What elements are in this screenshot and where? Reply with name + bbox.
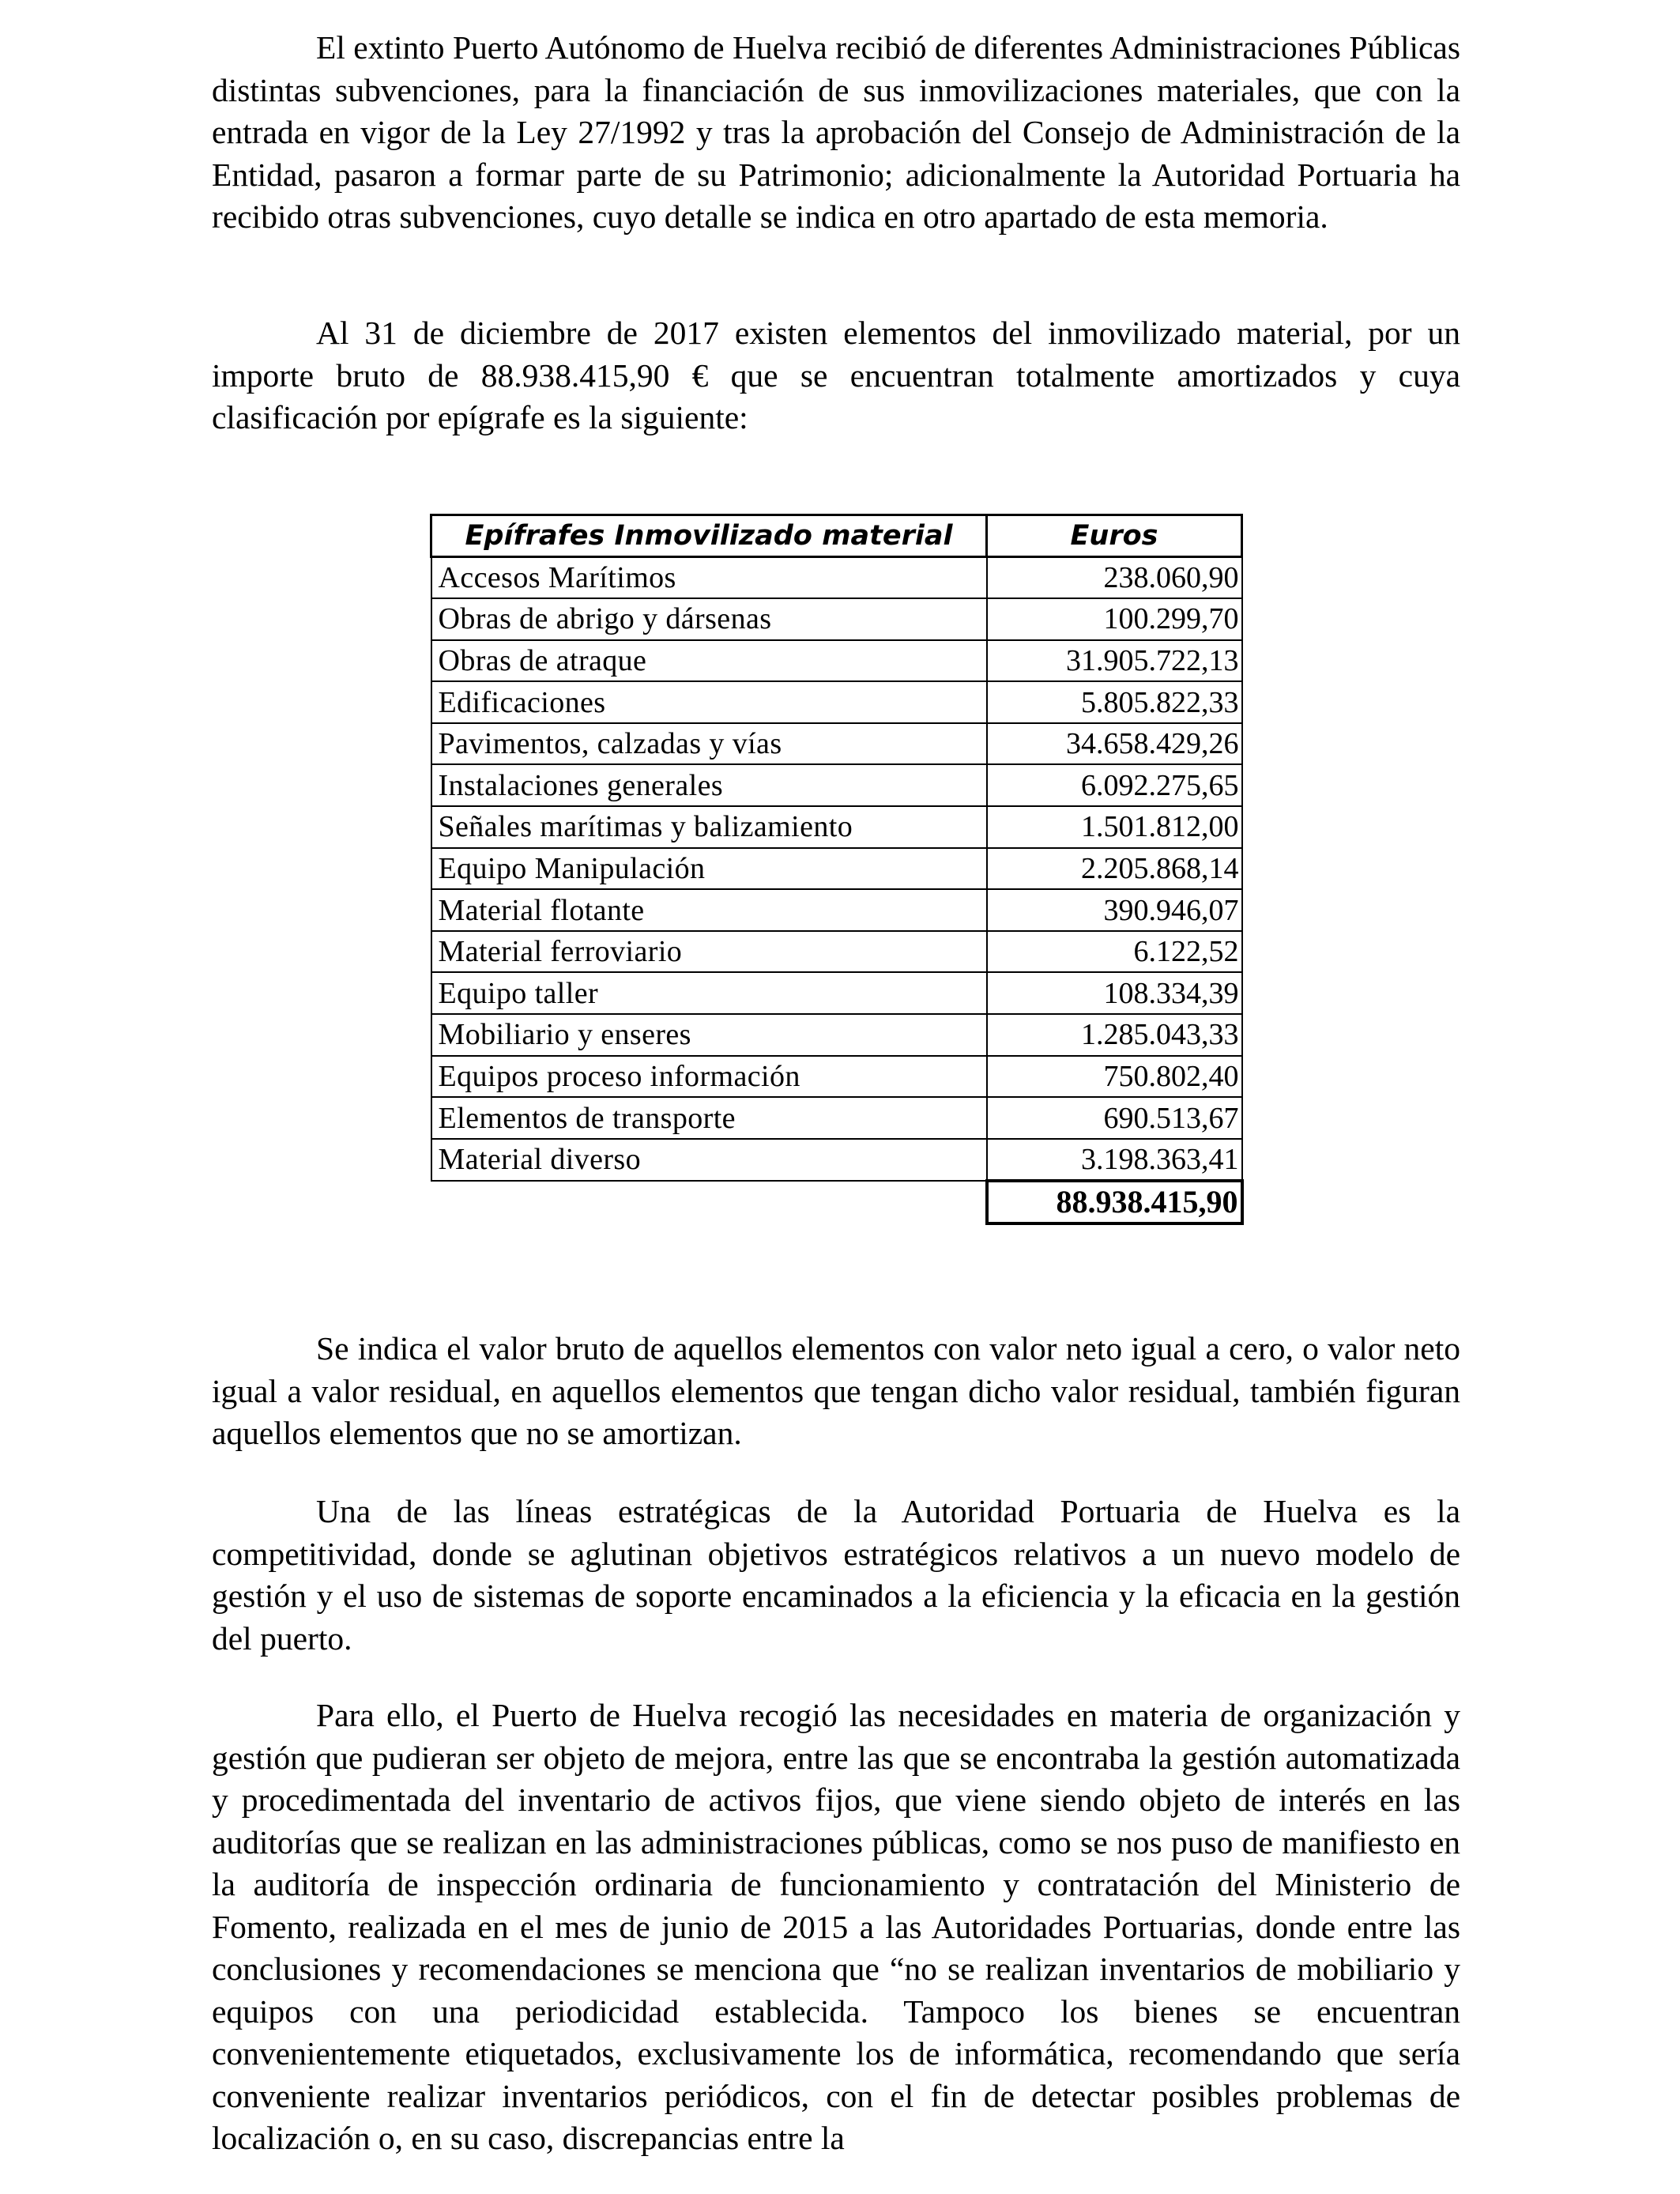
- row-value: 34.658.429,26: [987, 723, 1242, 765]
- row-label: Elementos de transporte: [431, 1097, 987, 1139]
- row-label: Señales marítimas y balizamiento: [431, 806, 987, 848]
- row-value: 390.946,07: [987, 889, 1242, 931]
- row-label: Material diverso: [431, 1139, 987, 1181]
- row-label: Equipos proceso información: [431, 1056, 987, 1098]
- inmovilizado-table: [430, 514, 1244, 1225]
- row-value: 5.805.822,33: [987, 681, 1242, 723]
- row-label: Obras de atraque: [431, 640, 987, 682]
- table-row: [431, 1056, 1242, 1098]
- row-label: Material ferroviario: [431, 931, 987, 973]
- table-row: [431, 764, 1242, 806]
- paragraph-text: Una de las líneas estratégicas de la Autoridad Portuaria de Huelva es la competitividad, donde se aglutinan objetivos estratégicos relativos a un nuevo modelo de gestión y el uso de sistemas de soporte encaminados a la eficiencia y la eficacia en la gestión del puerto.: [212, 1493, 1460, 1657]
- row-value: 108.334,39: [987, 972, 1242, 1014]
- paragraph-text: Para ello, el Puerto de Huelva recogió las necesidades en materia de organización y gestión que pudieran ser objeto de mejora, entre las que se encontraba la gestión automatizada y procedimentada del inventario de activos fijos, que viene siendo objeto de interés en las auditorías que se realizan en las administraciones públicas, como se nos puso de manifiesto en la auditoría de inspección ordinaria de funcionamiento y contratación del Ministerio de Fomento, realizada en el mes de junio de 2015 a las Autoridades Portuarias, donde entre las conclusiones y recomendaciones se menciona que “no se realizan inventarios de mobiliario y equipos con una periodicidad establecida. Tampoco los bienes se encuentran convenientemente etiquetados, exclusivamente los de informática, recomendando que sería conveniente realizar inventarios periódicos, con el fin de detectar posibles problemas de localización o, en su caso, discrepancias entre la: [212, 1697, 1460, 2156]
- row-label: Obras de abrigo y dársenas: [431, 598, 987, 640]
- row-value: 1.285.043,33: [987, 1014, 1242, 1056]
- table-row: [431, 848, 1242, 890]
- table-row: [431, 931, 1242, 973]
- paragraph-text: Al 31 de diciembre de 2017 existen elementos del inmovilizado material, por un importe bruto de 88.938.415,90 € que se encuentran totalmente amortizados y cuya clasificación por epígrafe es la siguiente:: [212, 315, 1460, 435]
- table-row: [431, 806, 1242, 848]
- total-value: 88.938.415,90: [987, 1181, 1242, 1223]
- table-total-row: [431, 1181, 1242, 1223]
- row-value: 100.299,70: [987, 598, 1242, 640]
- row-label: Accesos Marítimos: [431, 557, 987, 599]
- paragraph-text: El extinto Puerto Autónomo de Huelva recibió de diferentes Administraciones Públicas distintas subvenciones, para la financiación de sus inmovilizaciones materiales, que con la entrada en vigor de la Ley 27/1992 y tras la aprobación del Consejo de Administración de la Entidad, pasaron a formar parte de su Patrimonio; adicionalmente la Autoridad Portuaria ha recibido otras subvenciones, cuyo detalle se indica en otro apartado de esta memoria.: [212, 29, 1460, 235]
- row-label: Edificaciones: [431, 681, 987, 723]
- header-epigrafes: Epífrafes Inmovilizado material: [431, 515, 987, 557]
- table-row: [431, 1097, 1242, 1139]
- table-row: [431, 1139, 1242, 1181]
- row-value: 6.122,52: [987, 931, 1242, 973]
- row-value: 750.802,40: [987, 1056, 1242, 1098]
- row-label: Equipo taller: [431, 972, 987, 1014]
- table-row: [431, 598, 1242, 640]
- row-value: 31.905.722,13: [987, 640, 1242, 682]
- row-label: Instalaciones generales: [431, 764, 987, 806]
- row-value: 2.205.868,14: [987, 848, 1242, 890]
- row-value: 3.198.363,41: [987, 1139, 1242, 1181]
- row-value: 6.092.275,65: [987, 764, 1242, 806]
- paragraph-text: Se indica el valor bruto de aquellos elementos con valor neto igual a cero, o valor neto igual a valor residual, en aquellos elementos que tengan dicho valor residual, también figuran aquellos elementos que no se amortizan.: [212, 1330, 1460, 1451]
- row-label: Material flotante: [431, 889, 987, 931]
- row-label: Equipo Manipulación: [431, 848, 987, 890]
- paragraph-competitividad: [212, 1491, 1460, 1660]
- table-row: [431, 640, 1242, 682]
- table-row: [431, 889, 1242, 931]
- row-label: Mobiliario y enseres: [431, 1014, 987, 1056]
- row-value: 690.513,67: [987, 1097, 1242, 1139]
- table-row: [431, 972, 1242, 1014]
- paragraph-subvenciones: [212, 27, 1460, 239]
- row-value: 238.060,90: [987, 557, 1242, 599]
- table-row: [431, 557, 1242, 599]
- row-value: 1.501.812,00: [987, 806, 1242, 848]
- paragraph-amortizados: [212, 312, 1460, 439]
- table-row: [431, 681, 1242, 723]
- table-header-row: [431, 515, 1242, 557]
- table-row: [431, 723, 1242, 765]
- row-label: Pavimentos, calzadas y vías: [431, 723, 987, 765]
- header-euros: Euros: [987, 515, 1242, 557]
- paragraph-inventario: [212, 1695, 1460, 2160]
- table-row: [431, 1014, 1242, 1056]
- paragraph-valor-bruto: [212, 1328, 1460, 1455]
- total-blank-cell: [431, 1181, 987, 1223]
